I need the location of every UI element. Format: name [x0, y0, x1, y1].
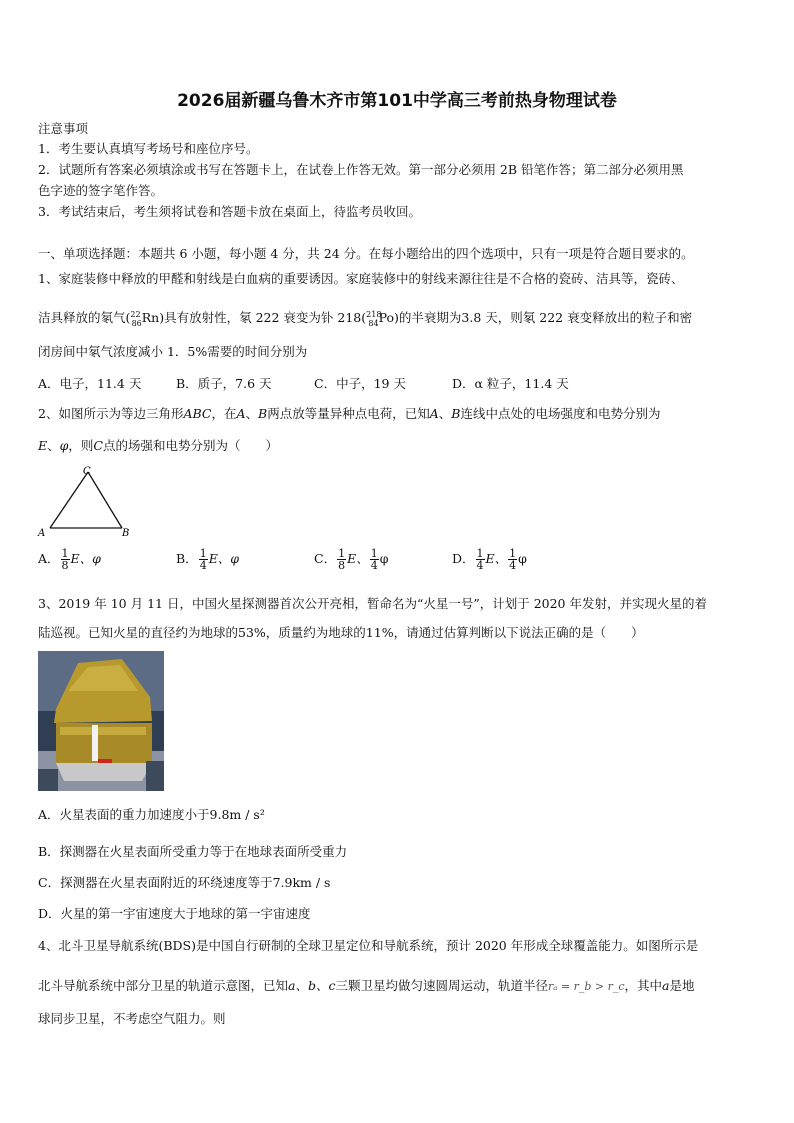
q3-line-1: 3、2019 年 10 月 11 日，中国火星探测器首次公开亮相，暂命名为“火星一号”，计划于 2020 年发射，并实现火星的着 [38, 596, 707, 611]
q3-option-c[interactable]: C．探测器在火星表面附近的环绕速度等于7.9km / s [38, 875, 331, 890]
mars-probe-photo [38, 651, 164, 791]
q1-text: )具有放射性，氡 222 衰变为钋 218( [159, 310, 367, 326]
q1-text: )的半衰期为3.8 天，则氡 222 衰变释放出的粒子和密 [394, 310, 693, 326]
page-title: 2026届新疆乌鲁木齐市第101中学高三考前热身物理试卷 [177, 91, 617, 111]
q1-option-a[interactable]: A．电子，11.4 天 [38, 376, 142, 391]
q1-option-d[interactable]: D．α 粒子，11.4 天 [452, 376, 569, 391]
q4-line-3: 球同步卫星，不考虑空气阻力。则 [38, 1011, 226, 1026]
notice-heading: 注意事项 [38, 121, 89, 136]
q1-text: 洁具释放的氡气( [38, 310, 131, 326]
q1-option-c[interactable]: C．中子，19 天 [314, 376, 406, 391]
q3-option-d[interactable]: D．火星的第一宇宙速度大于地球的第一宇宙速度 [38, 906, 311, 921]
q4-line-1: 4、北斗卫星导航系统(BDS)是中国自行研制的全球卫星定位和导航系统，预计 2020 年形成全球覆盖能力。如图所示是 [38, 938, 699, 953]
q2-line-2: E、φ，则C点的场强和电势分别为（ ） [38, 438, 279, 453]
vertex-label-c: C [83, 466, 91, 477]
q1-option-b[interactable]: B．质子，7.6 天 [176, 376, 272, 391]
polonium-isotope: $^{218}_{84}$Po [366, 310, 395, 328]
radon-isotope: $^{22}_{86}$Rn [130, 310, 160, 328]
q1-line-1: 1、家庭装修中释放的甲醛和射线是白血病的重要诱因。家庭装修中的射线来源往往是不合格的瓷砖、洁具等，瓷砖、 [38, 271, 684, 286]
q4-line-2: 北斗导航系统中部分卫星的轨道示意图，已知a、b、c三颗卫星均做匀速圆周运动，轨道半径rₐ = r_b > r_c，其中a是地 [38, 978, 695, 993]
notice-item-2: 2．试题所有答案必须填涂或书写在答题卡上，在试卷上作答无效。第一部分必须用 2B 铅笔作答；第二部分必须用黑 [38, 162, 684, 177]
vertex-label-b: B [122, 528, 130, 539]
section-heading: 一、单项选择题：本题共 6 小题，每小题 4 分，共 24 分。在每小题给出的四个选项中，只有一项是符合题目要求的。 [38, 246, 694, 261]
q3-option-a[interactable]: A．火星表面的重力加速度小于9.8m / s² [38, 807, 265, 822]
triangle-diagram [36, 462, 136, 542]
q3-line-2: 陆巡视。已知火星的直径约为地球的53%，质量约为地球的11%，请通过估算判断以下说法正确的是（ ） [38, 625, 644, 640]
radius-relation: rₐ = r_b > r_c [548, 980, 625, 993]
notice-item-3: 3．考试结束后，考生须将试卷和答题卡放在桌面上，待监考员收回。 [38, 204, 421, 219]
q2-option-d[interactable]: D． $\frac{1}{4}$ E、 $\frac{1}{4}$ φ [452, 547, 527, 572]
notice-item-2-cont: 色字迹的签字笔作答。 [38, 183, 164, 198]
q3-option-b[interactable]: B．探测器在火星表面所受重力等于在地球表面所受重力 [38, 844, 348, 859]
q1-line-3: 闭房间中氡气浓度减小 1．5%需要的时间分别为 [38, 344, 308, 359]
notice-item-1: 1．考生要认真填写考场号和座位序号。 [38, 141, 259, 156]
q1-line-2 [38, 306, 756, 333]
q2-line-1: 2、如图所示为等边三角形ABC，在A、B两点放等量异种点电荷，已知A、B连线中点处的电场强度和电势分别为 [38, 406, 661, 421]
q2-option-b[interactable]: B． $\frac{1}{4}$ E、φ [176, 547, 240, 572]
q2-option-c[interactable]: C． $\frac{1}{8}$ E、 $\frac{1}{4}$ φ [314, 547, 389, 572]
q2-option-a[interactable]: A． $\frac{1}{8}$ E、φ [38, 547, 101, 572]
vertex-label-a: A [38, 528, 46, 539]
